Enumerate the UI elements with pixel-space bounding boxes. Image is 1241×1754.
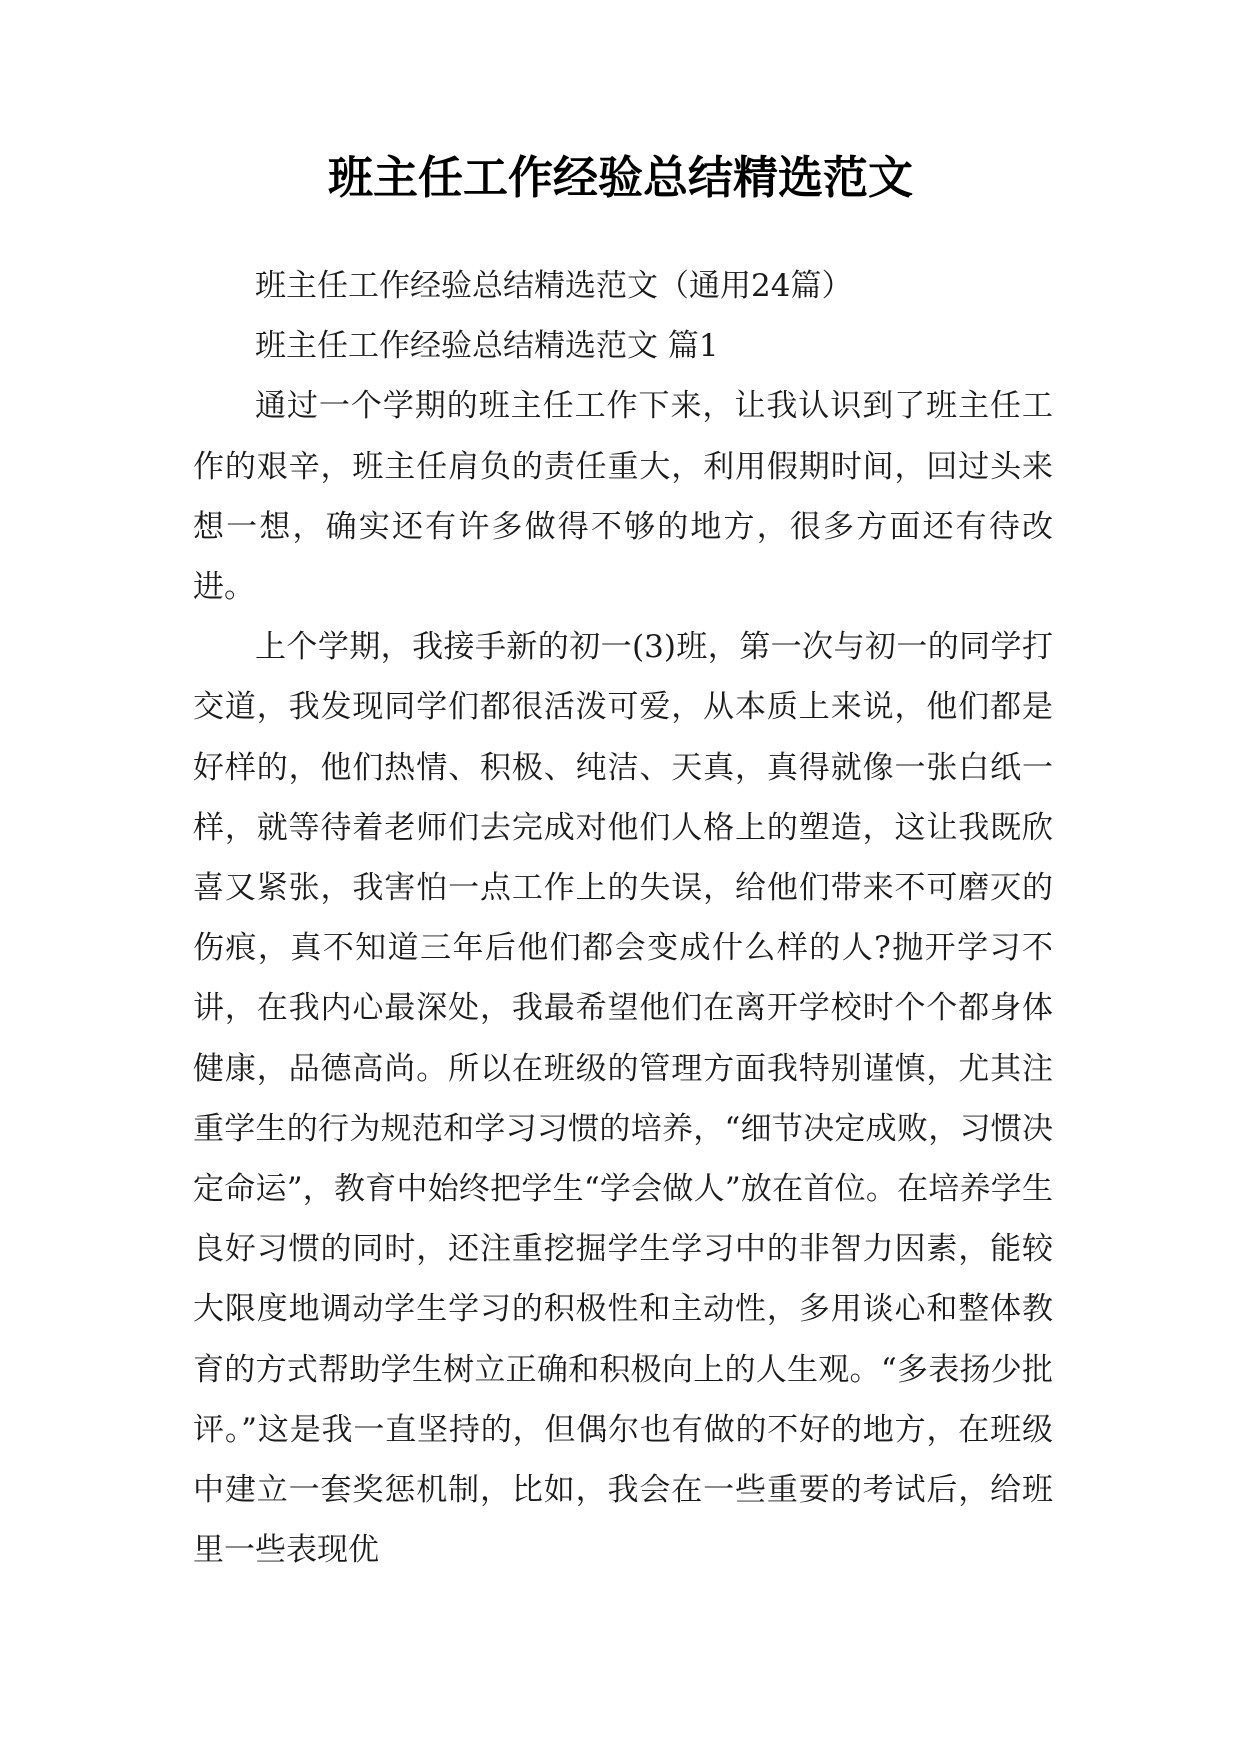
document-title: 班主任工作经验总结精选范文 — [327, 151, 913, 204]
section-heading: 班主任工作经验总结精选范文 篇1 — [255, 328, 719, 365]
body-paragraph: 上个学期，我接手新的初一(3)班，第一次与初一的同学打交道，我发现同学们都很活泼可爱，从本质上来说，他们都是好样的，他们热情、积极、纯洁、天真，真得就像一张白纸一样，就等待着老师们去完成对他们人格上的塑造，这让我既欣喜又紧张，我害怕一点工作上的失误，给他们带来不可磨灭的伤痕，真不知道三年后他们都会变成什么样的人?抛开学习不讲，在我内心最深处，我最希望他们在离开学校时个个都身体健康，品德高尚。所以在班级的管理方面我特别谨慎，尤其注重学生的行为规范和学习习惯的培养，“细节决定成败，习惯决定命运”，教育中始终把学生“学会做人”放在首位。在培养学生良好习惯的同时，还注重挖掘学生学习中的非智力因素，能较大限度地调动学生学习的积极性和主动性，多用谈心和整体教育的方式帮助学生树立正确和积极向上的人生观。“多表扬少批评。”这是我一直坚持的，但偶尔也有做的不好的地方，在班级中建立一套奖惩机制，比如，我会在一些重要的考试后，给班里一些表现优 — [193, 629, 1053, 1569]
body-paragraph: 通过一个学期的班主任工作下来，让我认识到了班主任工作的艰辛，班主任肩负的责任重大，利用假期时间，回过头来想一想，确实还有许多做得不够的地方，很多方面还有待改进。 — [193, 388, 1053, 606]
subtitle-paragraph: 班主任工作经验总结精选范文（通用24篇） — [255, 268, 853, 304]
document-body — [193, 256, 1053, 1580]
